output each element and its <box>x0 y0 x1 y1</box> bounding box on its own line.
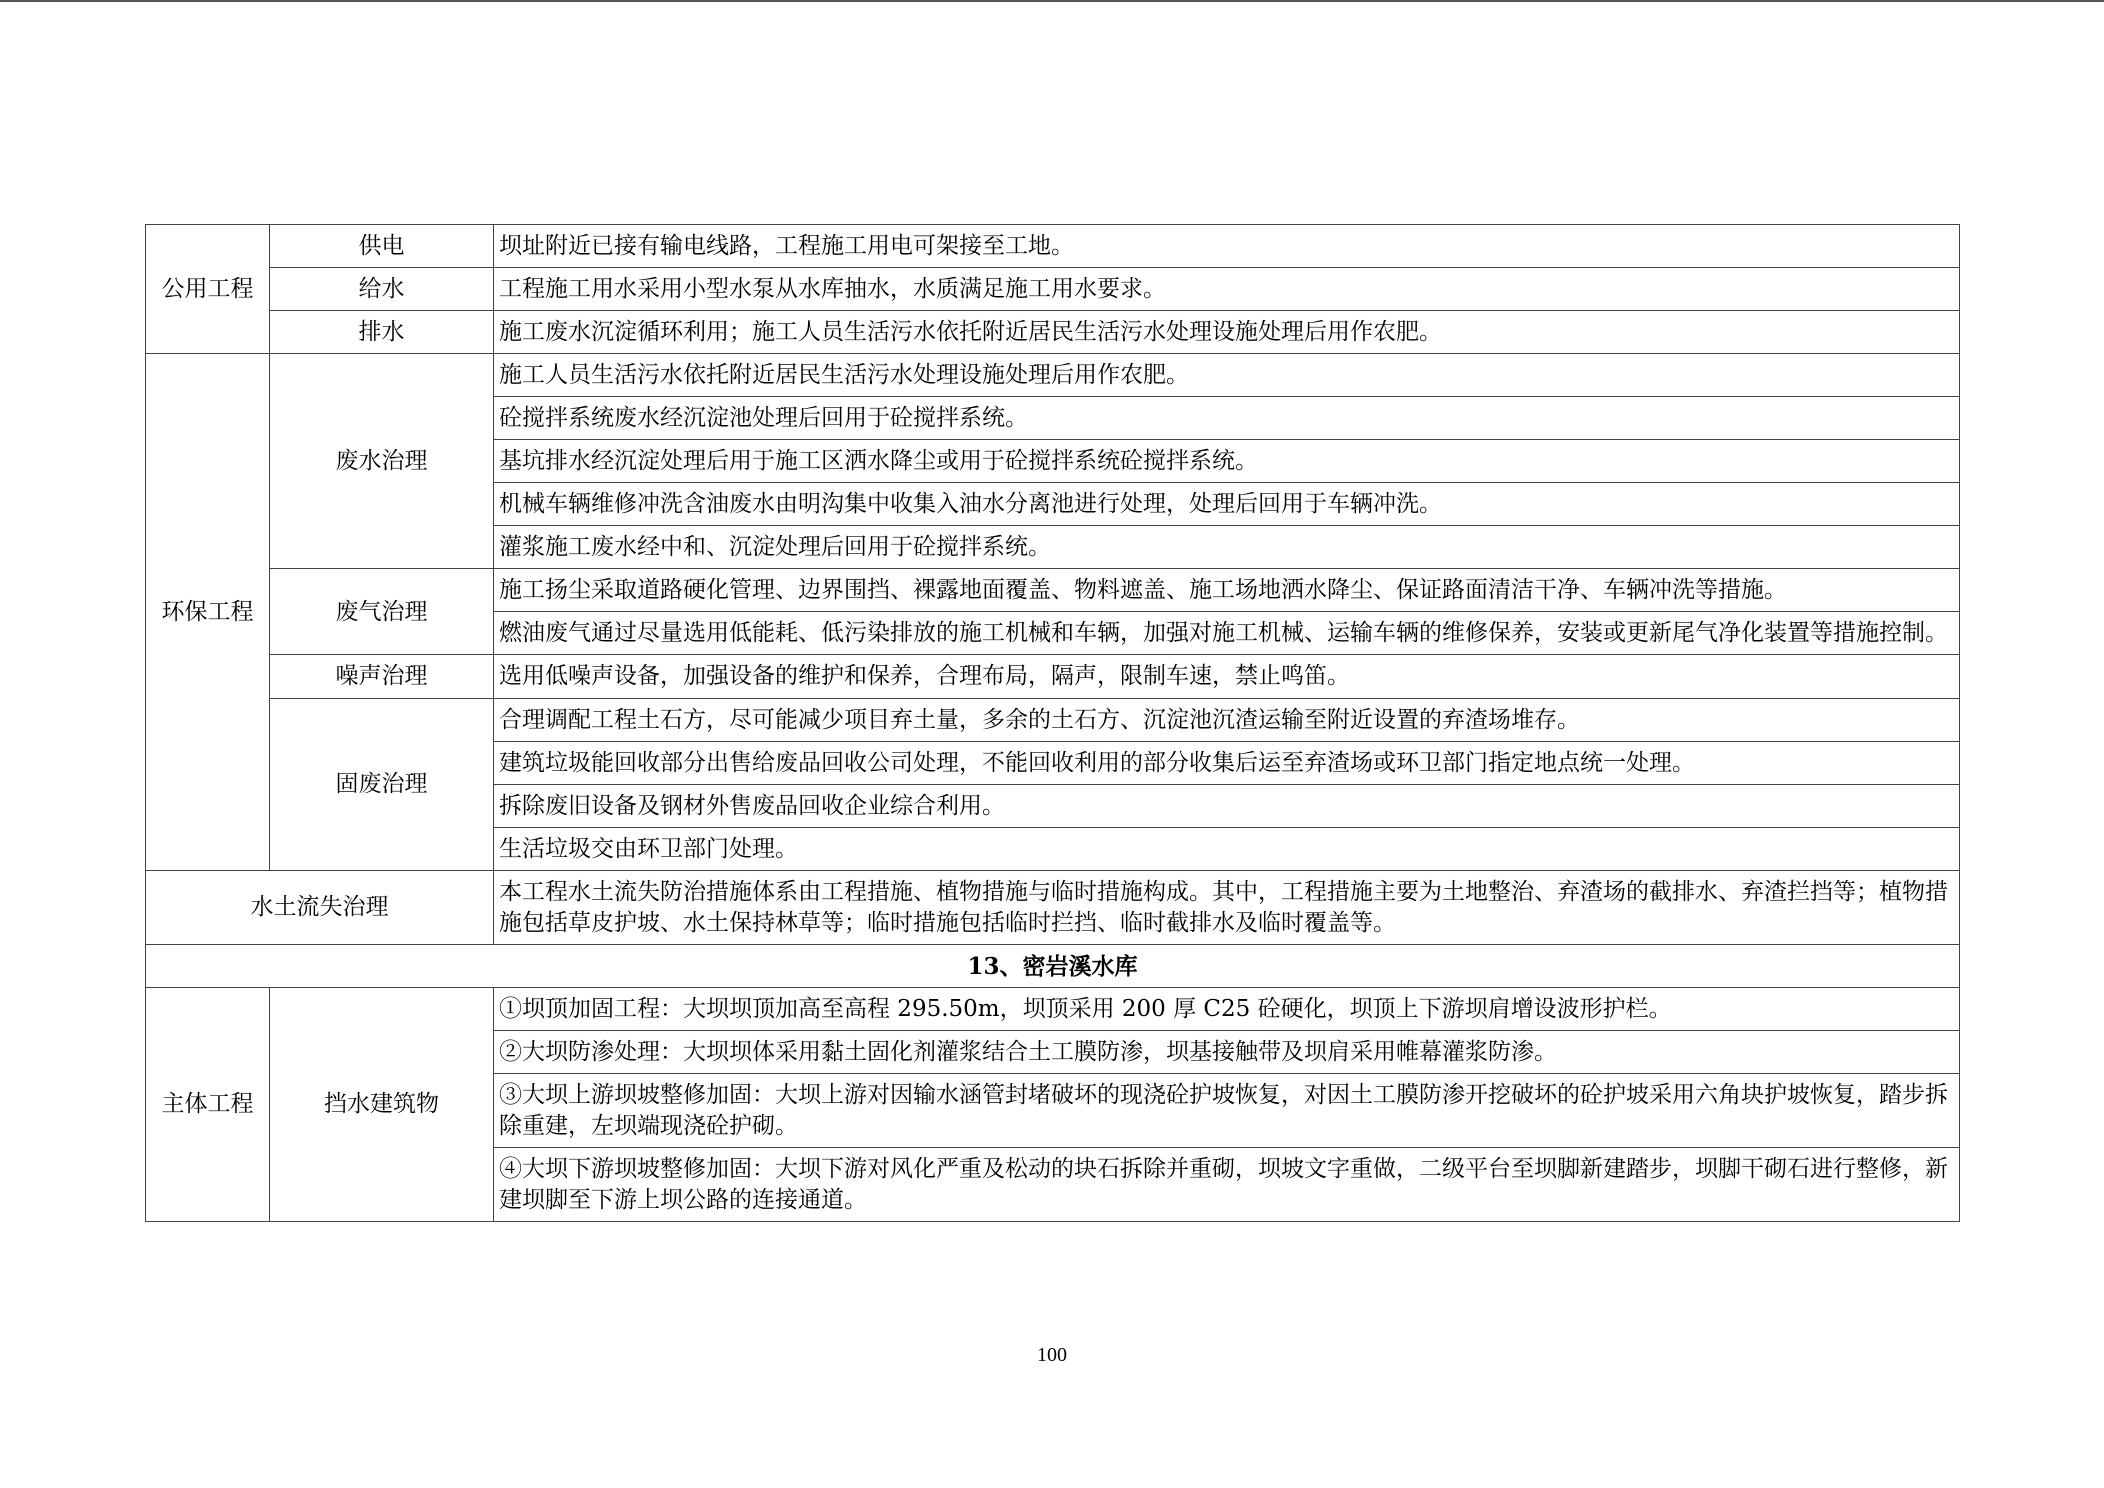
item-wastewater: 废水治理 <box>270 354 494 569</box>
exhaust-line: 燃油废气通过尽量选用低能耗、低污染排放的施工机械和车辆，加强对施工机械、运输车辆的维修保养，安装或更新尾气净化装置等措施控制。 <box>494 612 1960 655</box>
table-row <box>146 311 1960 354</box>
page-number: 100 <box>1037 1344 1067 1366</box>
desc-soil-erosion: 本工程水土流失防治措施体系由工程措施、植物措施与临时措施构成。其中，工程措施主要为土地整治、弃渣场的截排水、弃渣拦挡等；植物措施包括草皮护坡、水土保持林草等；临时措施包括临时拦挡、临时截排水及临时覆盖等。 <box>494 870 1960 944</box>
item-exhaust: 废气治理 <box>270 569 494 655</box>
exhaust-line: 施工扬尘采取道路硬化管理、边界围挡、裸露地面覆盖、物料遮盖、施工场地洒水降尘、保证路面清洁干净、车辆冲洗等措施。 <box>494 569 1960 612</box>
item-power: 供电 <box>270 225 494 268</box>
desc-water-supply: 工程施工用水采用小型水泵从水库抽水，水质满足施工用水要求。 <box>494 268 1960 311</box>
main-works-line: ③大坝上游坝坡整修加固：大坝上游对因输水涵管封堵破坏的现浇砼护坡恢复，对因土工膜防渗开挖破坏的砼护坡采用六角块护坡恢复，踏步拆除重建，左坝端现浇砼护砌。 <box>494 1073 1960 1147</box>
table-row <box>146 655 1960 698</box>
section-title: 13、密岩溪水库 <box>146 944 1960 987</box>
desc-noise: 选用低噪声设备，加强设备的维护和保养，合理布局，隔声，限制车速，禁止鸣笛。 <box>494 655 1960 698</box>
solid-waste-line: 建筑垃圾能回收部分出售给废品回收公司处理，不能回收利用的部分收集后运至弃渣场或环卫部门指定地点统一处理。 <box>494 741 1960 784</box>
item-solid-waste: 固废治理 <box>270 698 494 870</box>
wastewater-line: 砼搅拌系统废水经沉淀池处理后回用于砼搅拌系统。 <box>494 397 1960 440</box>
main-works-line: ④大坝下游坝坡整修加固：大坝下游对风化严重及松动的块石拆除并重砌，坝坡文字重做，二级平台至坝脚新建踏步，坝脚干砌石进行整修，新建坝脚至下游上坝公路的连接通道。 <box>494 1148 1960 1222</box>
item-noise: 噪声治理 <box>270 655 494 698</box>
solid-waste-line: 生活垃圾交由环卫部门处理。 <box>494 827 1960 870</box>
wastewater-line: 机械车辆维修冲洗含油废水由明沟集中收集入油水分离池进行处理，处理后回用于车辆冲洗。 <box>494 483 1960 526</box>
item-water-retaining: 挡水建筑物 <box>270 987 494 1221</box>
solid-waste-line: 合理调配工程土石方，尽可能减少项目弃土量，多余的土石方、沉淀池沉渣运输至附近设置的弃渣场堆存。 <box>494 698 1960 741</box>
table-row <box>146 987 1960 1030</box>
project-table <box>145 224 1960 1222</box>
table-row <box>146 225 1960 268</box>
category-public-works: 公用工程 <box>146 225 270 354</box>
item-water-supply: 给水 <box>270 268 494 311</box>
page-top-border <box>0 0 2104 2</box>
table-row <box>146 354 1960 397</box>
wastewater-line: 基坑排水经沉淀处理后用于施工区洒水降尘或用于砼搅拌系统砼搅拌系统。 <box>494 440 1960 483</box>
desc-drainage: 施工废水沉淀循环利用；施工人员生活污水依托附近居民生活污水处理设施处理后用作农肥。 <box>494 311 1960 354</box>
category-main-works: 主体工程 <box>146 987 270 1221</box>
main-works-line: ①坝顶加固工程：大坝坝顶加高至高程 295.50m，坝顶采用 200 厚 C25 砼硬化，坝顶上下游坝肩增设波形护栏。 <box>494 987 1960 1030</box>
main-works-line: ②大坝防渗处理：大坝坝体采用黏土固化剂灌浆结合土工膜防渗，坝基接触带及坝肩采用帷幕灌浆防渗。 <box>494 1030 1960 1073</box>
solid-waste-line: 拆除废旧设备及钢材外售废品回收企业综合利用。 <box>494 784 1960 827</box>
item-drainage: 排水 <box>270 311 494 354</box>
table-row <box>146 870 1960 944</box>
category-soil-erosion: 水土流失治理 <box>146 870 494 944</box>
desc-power: 坝址附近已接有输电线路，工程施工用电可架接至工地。 <box>494 225 1960 268</box>
table-row <box>146 698 1960 741</box>
category-env-works: 环保工程 <box>146 354 270 871</box>
table-row <box>146 944 1960 987</box>
table-row <box>146 569 1960 612</box>
wastewater-line: 施工人员生活污水依托附近居民生活污水处理设施处理后用作农肥。 <box>494 354 1960 397</box>
wastewater-line: 灌浆施工废水经中和、沉淀处理后回用于砼搅拌系统。 <box>494 526 1960 569</box>
table-row <box>146 268 1960 311</box>
